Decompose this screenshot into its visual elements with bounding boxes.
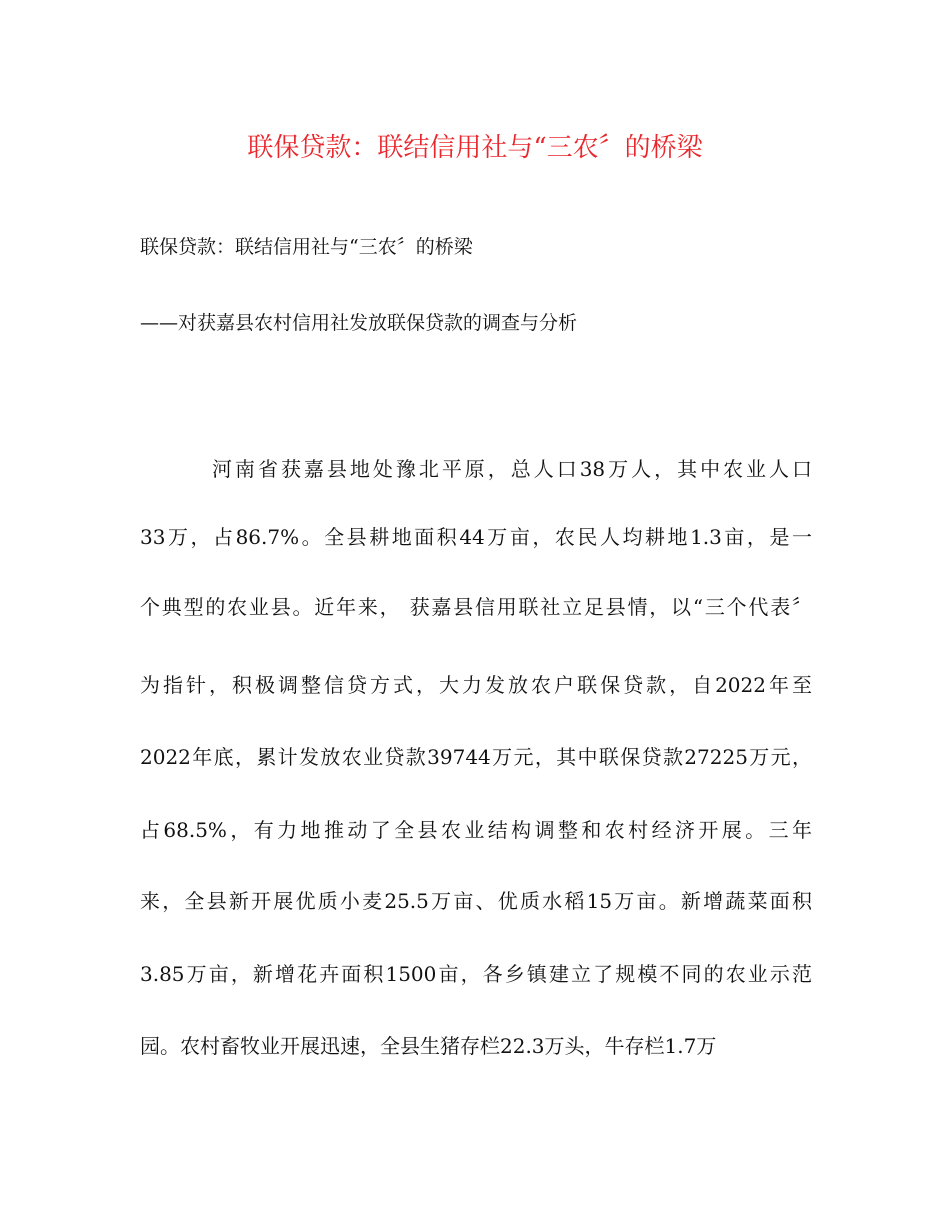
paragraph-line: 来，全县新开展优质小麦25.5万亩、优质水稻15万亩。新增蔬菜面积	[140, 889, 812, 913]
paragraph-line: 河南省获嘉县地处豫北平原，总人口38万人，其中农业人口	[212, 457, 812, 481]
paragraph-line: 园。农村畜牧业开展迅速，全县生猪存栏22.3万头，牛存栏1.7万	[140, 1034, 717, 1058]
paragraph-line: 个典型的农业县。近年来， 获嘉县信用联社立足县情，以“三个代表〞	[140, 595, 812, 619]
paragraph-line: 2022年底，累计发放农业贷款39744万元，其中联保贷款27225万元，	[140, 745, 812, 769]
article-heading: 联保贷款：联结信用社与“三农〞的桥梁	[140, 236, 473, 258]
paragraph-line: 占68.5%，有力地推动了全县农业结构调整和农村经济开展。三年	[140, 818, 812, 842]
document-title: 联保贷款：联结信用社与“三农〞的桥梁	[247, 133, 703, 163]
paragraph-line: 3.85万亩，新增花卉面积1500亩，各乡镇建立了规模不同的农业示范	[140, 962, 812, 986]
paragraph-line: 为指针，积极调整信贷方式，大力发放农户联保贷款，自2022年至	[140, 673, 812, 697]
article-subheading: ——对获嘉县农村信用社发放联保贷款的调查与分析	[140, 312, 578, 334]
paragraph-line: 33万，占86.7%。全县耕地面积44万亩，农民人均耕地1.3亩，是一	[140, 525, 812, 549]
